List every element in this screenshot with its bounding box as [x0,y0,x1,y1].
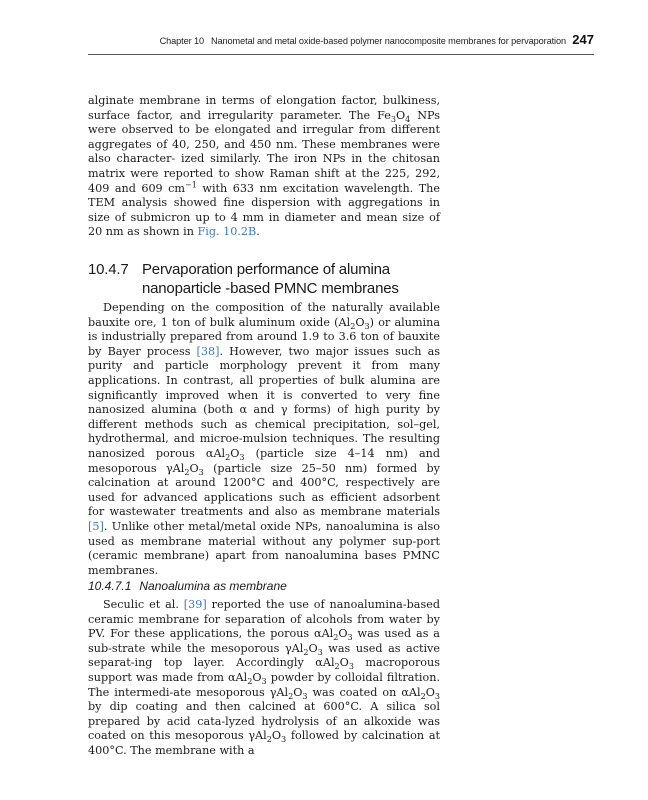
paragraph-continued: alginate membrane in terms of elongation factor, bulkiness, surface factor, and irregularity parameter. The $Fe_3O_4$ NPs were observed to be elongated and irregular from different aggregates of 40, 250, and 450 nm. These membranes were also character- ized similarly. The iron NPs in the chitosan matrix were reported to show Raman shift at the 225, 292, 409 and 609 $cm^{-1}$ with 633 nm excitation wavelength. The TEM analysis showed fine dispersion with aggregations in size of submicron up to 4 mm in diameter and mean size of 20 nm as shown in Fig. 10.2B. [88,94,441,239]
section-number: 10.4.7 [88,261,129,278]
citation-link[interactable]: [39] [183,598,207,611]
citation-link[interactable]: [38] [196,344,220,358]
section-title-line1: Pervaporation performance of alumina [142,261,390,278]
section-title-line2: nanoparticle -based PMNC membranes [142,280,399,297]
citation-link[interactable]: [5] [88,519,104,533]
chapter-title: Nanometal and metal oxide-based polymer nanocomposite membranes for pervaporation [210,36,566,46]
running-header-title [160,36,566,46]
subsection-heading [88,579,287,593]
section-heading [88,260,399,298]
chapter-label: Chapter 10 [159,36,205,46]
paragraph-nanoalumina: Seculic et al. [39] reported the use of nanoalumina-based ceramic membrane for separation of alcohols from water by PV. For these applications, the porous $\alpha Al_2O_3$ was used as a sub-strate while the mesoporous $\gamma Al_2O_3$ was used as active separat-ing top layer. Accordingly $\alpha Al_2O_3$ macroporous support was made from $\alpha Al_2O_3$ powder by colloidal filtration. The intermedi-ate mesoporous $\gamma Al_2O_3$ was coated on $\alpha Al_2O_3$ by dip coating and then calcined at 600°C. A silica sol prepared by acid cata-lyzed hydrolysis of an alkoxide was coated on this mesoporous $\gamma Al_2O_3$ followed by calcination at 400°C. The membrane with a [88,598,440,757]
subsection-number: 10.4.7.1 [88,579,132,593]
subsection-title: Nanoalumina as membrane [139,579,287,593]
header-divider [88,54,594,55]
running-header [0,28,648,58]
paragraph-alumina-intro: Depending on the composition of the naturally available bauxite ore, 1 ton of bulk aluminum oxide $(Al_2O_3)$ or alumina is industrially prepared from around 1.9 to 3.6 ton of bauxite by Bayer process [38]. However, two major issues such as purity and particle morphology prevent it from many applications. In contrast, all properties of bulk alumina are significantly improved when it is converted to very fine nanosized alumina (both α and γ forms) of high purity by different methods such as chemical precipitation, sol–gel, hydrothermal, and microe-mulsion techniques. The resulting nanosized porous $\alpha Al_2O_3$ (particle size 4–14 nm) and mesoporous $\gamma Al_2O_3$ (particle size 25–50 nm) formed by calcination at around 1200°C and 400°C, respectively are used for advanced applications such as efficient adsorbent for wastewater treatments and also as membrane materials [5]. Unlike other metal/metal oxide NPs, nanoalumina is also used as membrane material without any polymer sup-port (ceramic membrane) apart from nanoalumina bases PMNC membranes. [88,301,441,577]
page-number: 247 [572,32,594,47]
figure-link[interactable]: Fig. 10.2B [197,225,257,239]
